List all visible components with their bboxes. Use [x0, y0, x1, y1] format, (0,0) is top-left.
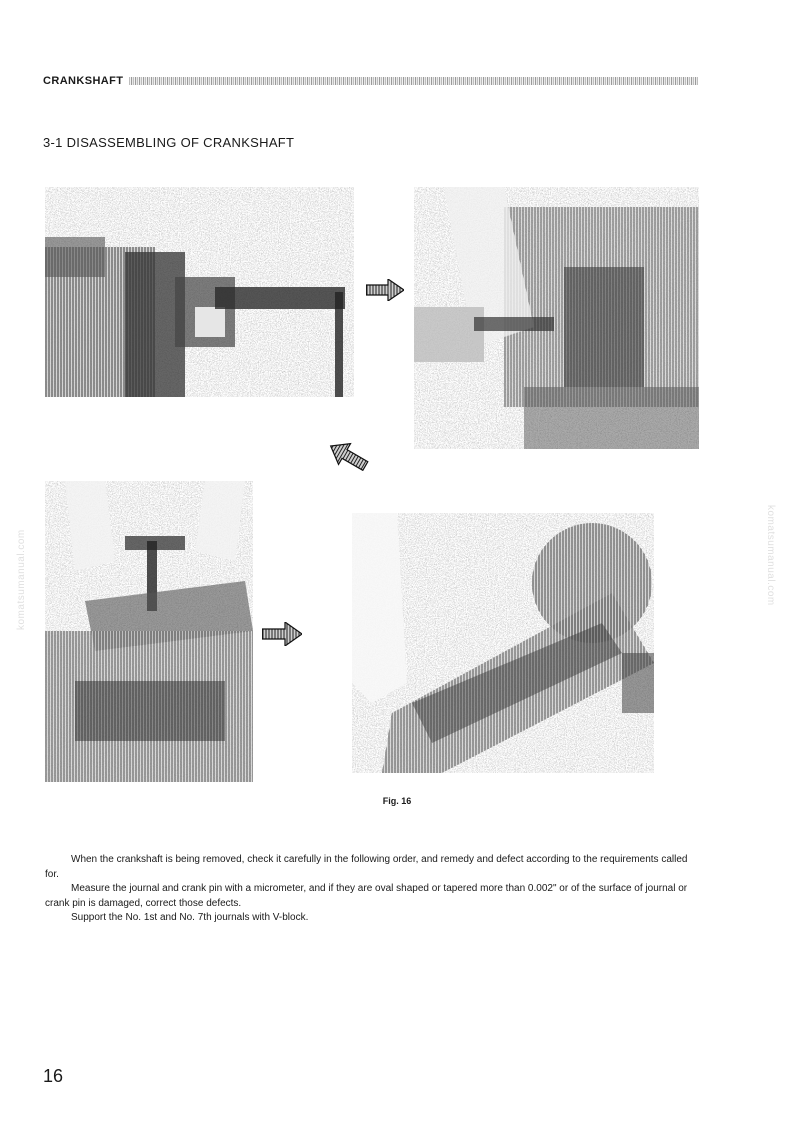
- section-title: 3-1 DISASSEMBLING OF CRANKSHAFT: [43, 135, 295, 150]
- paragraph-removal-check: When the crankshaft is being removed, check it carefully in the following order, and remedy and defect according to the requirements called for.: [45, 854, 688, 880]
- header-rule: [129, 77, 698, 85]
- header-title: CRANKSHAFT: [43, 74, 127, 88]
- arrow-right-icon: [366, 279, 404, 301]
- photo-lifting-crankshaft: [352, 513, 654, 773]
- watermark-right: komatsumanual.com: [765, 505, 776, 606]
- figure-caption: Fig. 16: [382, 796, 412, 806]
- running-header: [43, 74, 698, 88]
- paragraph-measure-journal: Measure the journal and crank pin with a micrometer, and if they are oval shaped or tapered more than 0.002" or of the surface of journal or crank pin is damaged, correct those defects.: [45, 883, 688, 909]
- photo-bearing-cap-removal: [45, 481, 253, 782]
- watermark-left: komatsumanual.com: [16, 529, 27, 630]
- arrow-down-left-icon: [326, 441, 370, 471]
- paragraph-support-journals: Support the No. 1st and No. 7th journals with V-block.: [71, 912, 309, 923]
- photo-removing-housing: [414, 187, 699, 449]
- page-number: 16: [43, 1066, 64, 1086]
- arrow-right-icon: [262, 622, 302, 646]
- body-text: [45, 853, 697, 926]
- photo-pulley-puller: [45, 187, 354, 397]
